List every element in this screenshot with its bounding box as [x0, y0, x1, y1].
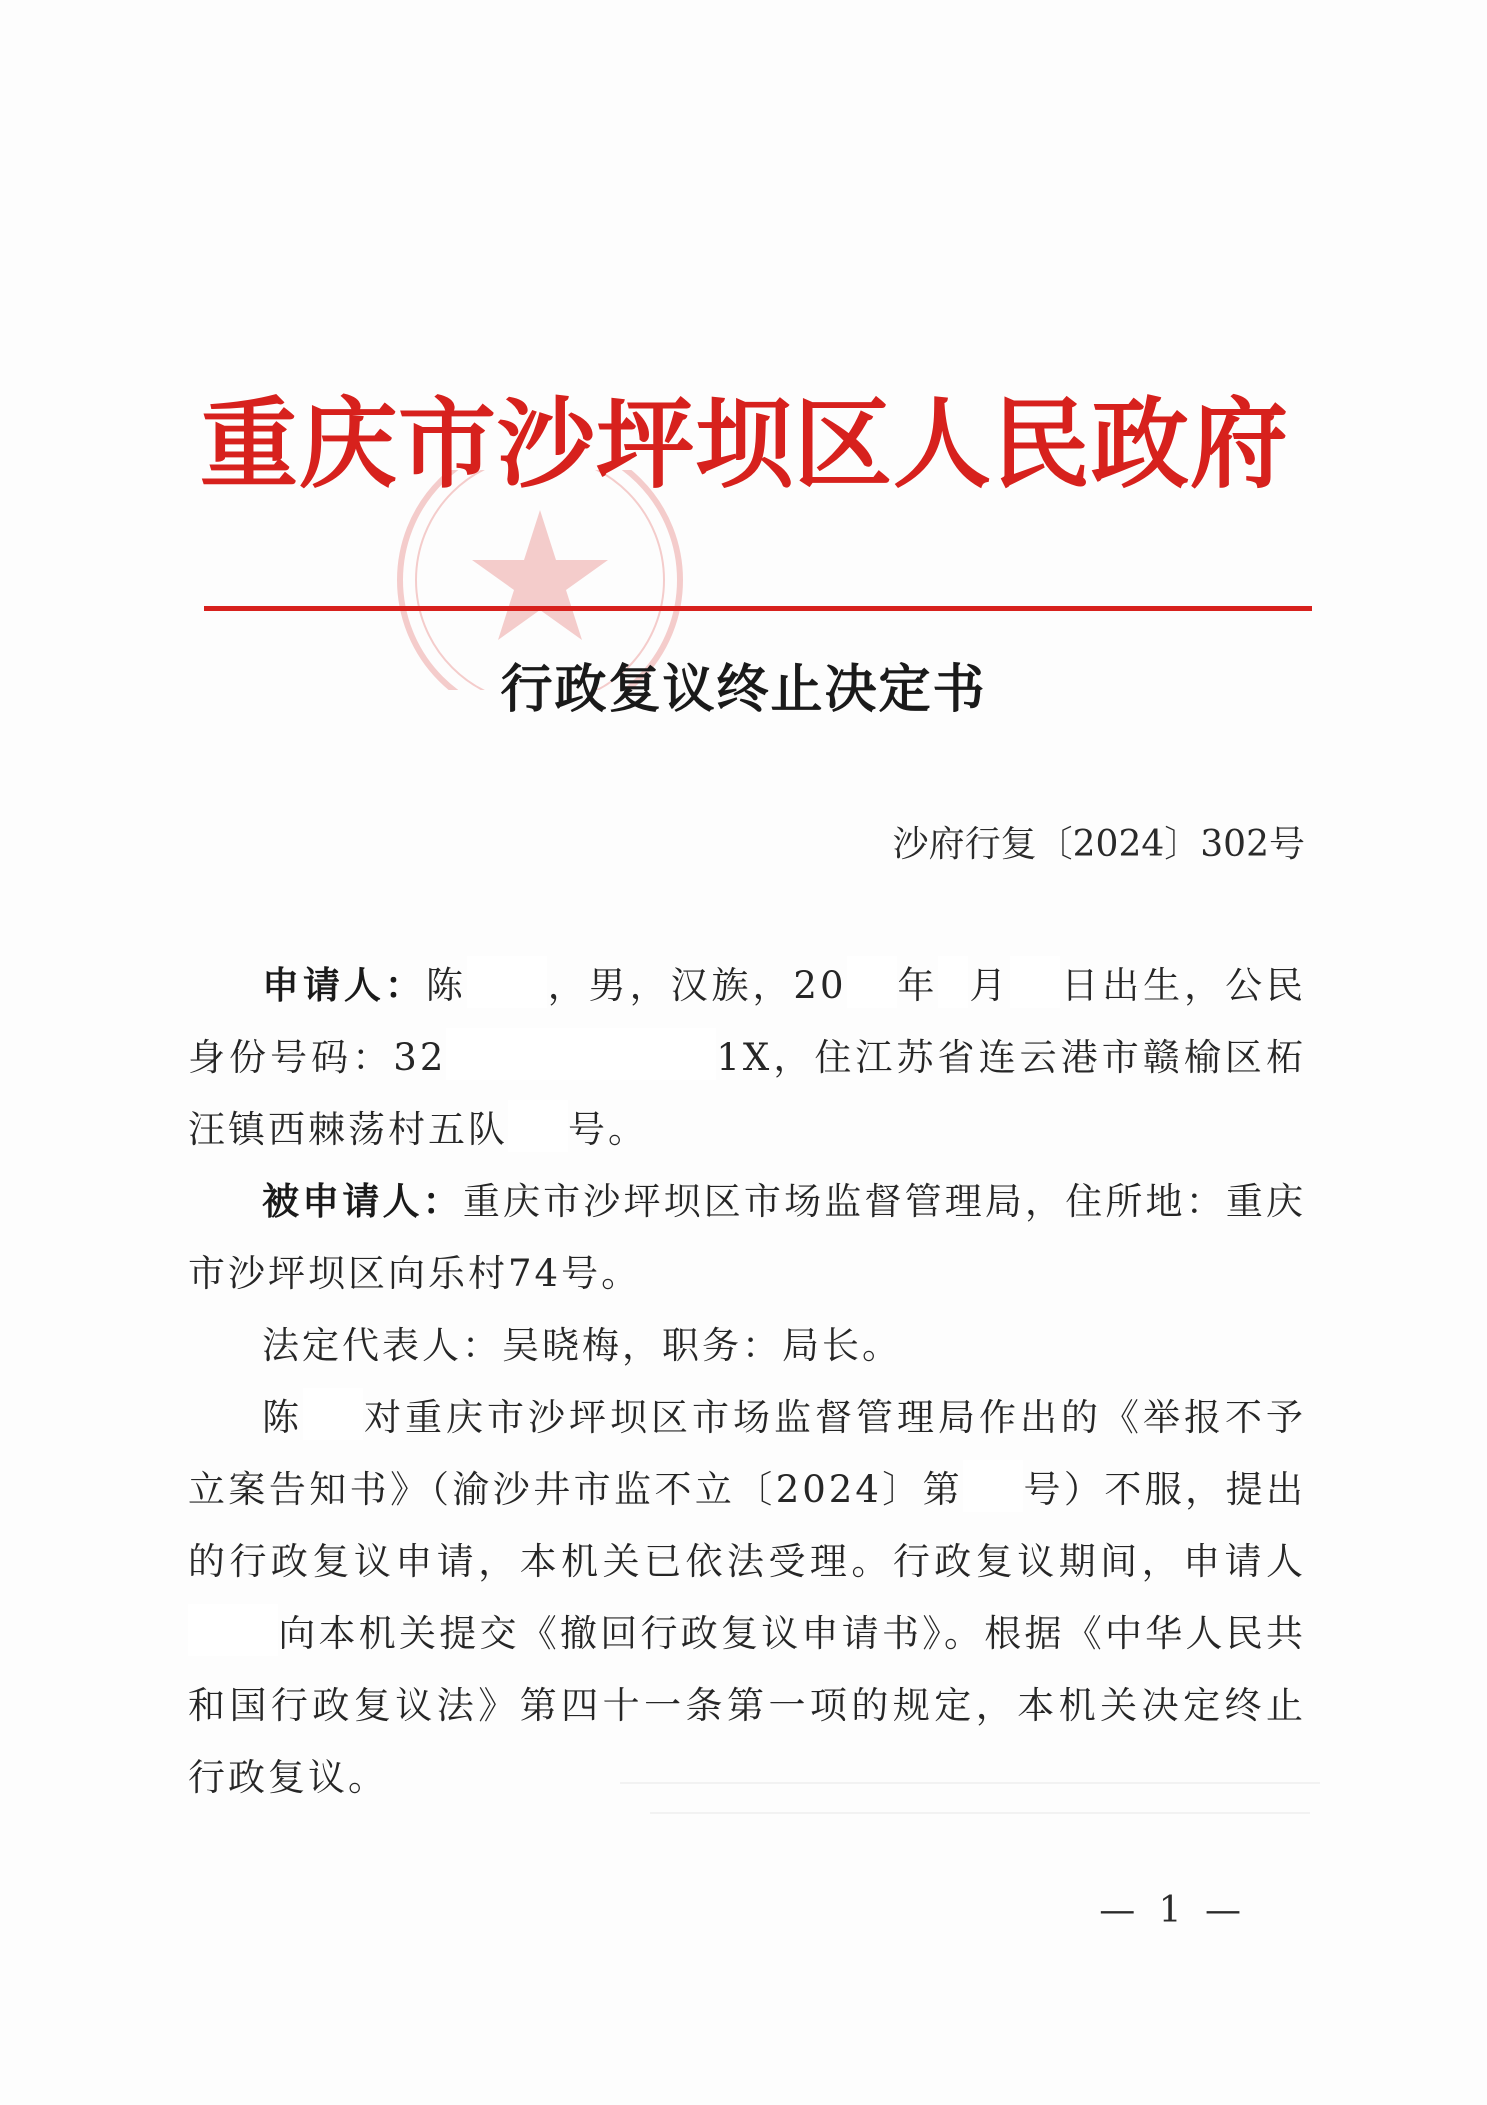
applicant-text: 月 [968, 964, 1011, 1007]
redaction-block [467, 956, 547, 1008]
redaction-block [188, 1604, 278, 1656]
redaction-block [938, 956, 968, 1008]
decision-text: 对重庆市沙坪坝区市场监督管理局作出的《举报不予立案告知书》（渝沙井市监不立〔2024〕第 [188, 1396, 1306, 1511]
page-number: — 1 — [1099, 1890, 1247, 1931]
applicant-text: 陈 [425, 964, 467, 1007]
decision-paragraph [188, 1382, 1306, 1814]
red-separator-rule [204, 606, 1312, 611]
applicant-text: ，男，汉族，20 [546, 964, 847, 1007]
decision-text: 陈 [262, 1396, 303, 1439]
redaction-block [963, 1460, 1023, 1512]
decision-text: 向本机关提交《撤回行政复议申请书》。根据《中华人民共和国行政复议法》第四十一条第一项的规定，本机关决定终止行政复议。 [188, 1612, 1306, 1799]
respondent-text: 重庆市沙坪坝区市场监督管理局，住所地：重庆市沙坪坝区向乐村74号。 [188, 1180, 1307, 1295]
document-title: 行政复议终止决定书 [500, 659, 987, 720]
respondent-paragraph [188, 1166, 1306, 1310]
decision-text: 号）不服，提出的行政复议申请，本机关已依法受理。行政复议期间，申请人 [188, 1468, 1307, 1583]
representative-paragraph: 法定代表人：吴晓梅，职务：局长。 [262, 1324, 902, 1367]
respondent-label: 被申请人： [262, 1180, 463, 1223]
applicant-text: 年 [896, 964, 939, 1007]
document-body [188, 950, 1306, 1814]
document-number: 沙府行复〔2024〕302号 [892, 824, 1305, 865]
redaction-block [847, 956, 897, 1008]
applicant-text: 1X，住江苏省连云港市赣榆区柘汪镇西棘荡村五队 [188, 1036, 1306, 1151]
applicant-text: 日出生，公民身份号码：32 [188, 964, 1307, 1079]
redaction-block [303, 1388, 363, 1440]
redaction-block [446, 1028, 716, 1080]
applicant-label: 申请人： [262, 964, 426, 1007]
issuer-letterhead: 重庆市沙坪坝区人民政府 [200, 387, 1290, 502]
redaction-block [1010, 956, 1060, 1008]
applicant-paragraph [188, 950, 1306, 1166]
redaction-block [508, 1100, 568, 1152]
applicant-text: 号。 [568, 1108, 648, 1151]
